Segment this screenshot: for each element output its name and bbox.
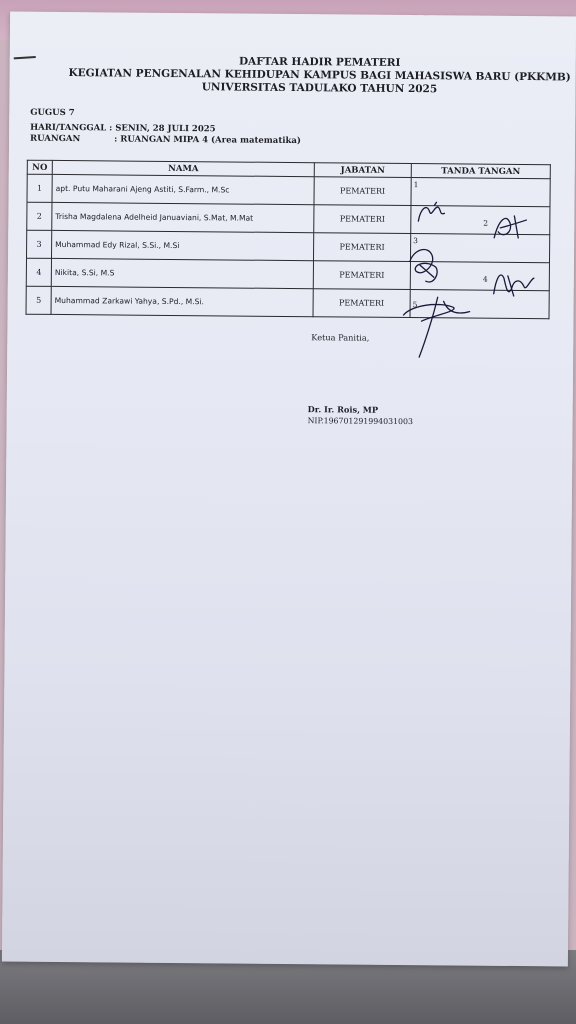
header-jabatan: JABATAN — [314, 163, 411, 178]
gugus-label: GUGUS 7 — [30, 107, 75, 119]
row-no: 4 — [26, 258, 51, 286]
row-jabatan: PEMATERI — [314, 177, 411, 206]
row-nama: Muhammad Edy Rizal, S.Si., M.Si — [52, 230, 314, 260]
header-tanda-tangan: TANDA TANGAN — [411, 164, 550, 179]
table-row — [27, 174, 550, 207]
document-title: DAFTAR HADIR PEMATERI — [238, 55, 401, 69]
signature-cell — [411, 178, 550, 207]
document-subtitle-line2: UNIVERSITAS TADULAKO TAHUN 2025 — [201, 81, 438, 96]
signoff-role: Ketua Panitia, — [311, 332, 370, 343]
row-no: 5 — [26, 286, 51, 314]
table-row — [27, 202, 550, 235]
room-label-key: RUANGAN — [30, 133, 81, 145]
room-label-value: : RUANGAN MIPA 4 (Area matematika) — [114, 134, 301, 147]
date-label: HARI/TANGGAL : SENIN, 28 JULI 2025 — [30, 122, 216, 135]
signature-number: 2 — [483, 218, 489, 228]
signoff-name: Dr. Ir. Rois, MP — [307, 404, 379, 415]
table-row — [27, 230, 550, 263]
row-no: 3 — [27, 230, 52, 258]
signature-cell — [411, 206, 550, 235]
table-row — [26, 286, 549, 319]
row-nama: Nikita, S.Si, M.S — [51, 258, 313, 288]
signature-cell — [410, 234, 549, 263]
attendance-table — [26, 160, 551, 320]
header-nama: NAMA — [52, 160, 314, 176]
row-no: 2 — [27, 202, 52, 230]
signature-cell — [410, 290, 549, 319]
signature-number: 4 — [482, 274, 488, 284]
pen-mark — [14, 56, 36, 59]
row-jabatan: PEMATERI — [313, 233, 410, 262]
row-no: 1 — [27, 174, 52, 202]
room-label — [30, 134, 301, 146]
row-jabatan: PEMATERI — [314, 205, 411, 234]
signature-number: 5 — [412, 300, 418, 310]
signature-cell — [410, 262, 549, 291]
attendance-sheet — [2, 12, 576, 967]
signature-number: 3 — [413, 236, 418, 246]
header-no: NO — [27, 160, 52, 174]
row-jabatan: PEMATERI — [313, 261, 410, 290]
row-nama: apt. Putu Maharani Ajeng Astiti, S.Farm., M.Sc — [52, 174, 314, 204]
row-nama: Trisha Magdalena Adelheid Januaviani, S.Mat, M.Mat — [52, 202, 314, 232]
document-subtitle-line1: KEGIATAN PENGENALAN KEHIDUPAN KAMPUS BAGI MAHASISWA BARU (PKKMB) — [68, 67, 571, 84]
row-nama: Muhammad Zarkawi Yahya, S.Pd., M.Si. — [51, 286, 313, 316]
signature-number: 1 — [413, 180, 419, 190]
row-jabatan: PEMATERI — [313, 289, 410, 318]
signoff-nip: NIP.196701291994031003 — [307, 416, 413, 427]
table-row — [26, 258, 549, 291]
